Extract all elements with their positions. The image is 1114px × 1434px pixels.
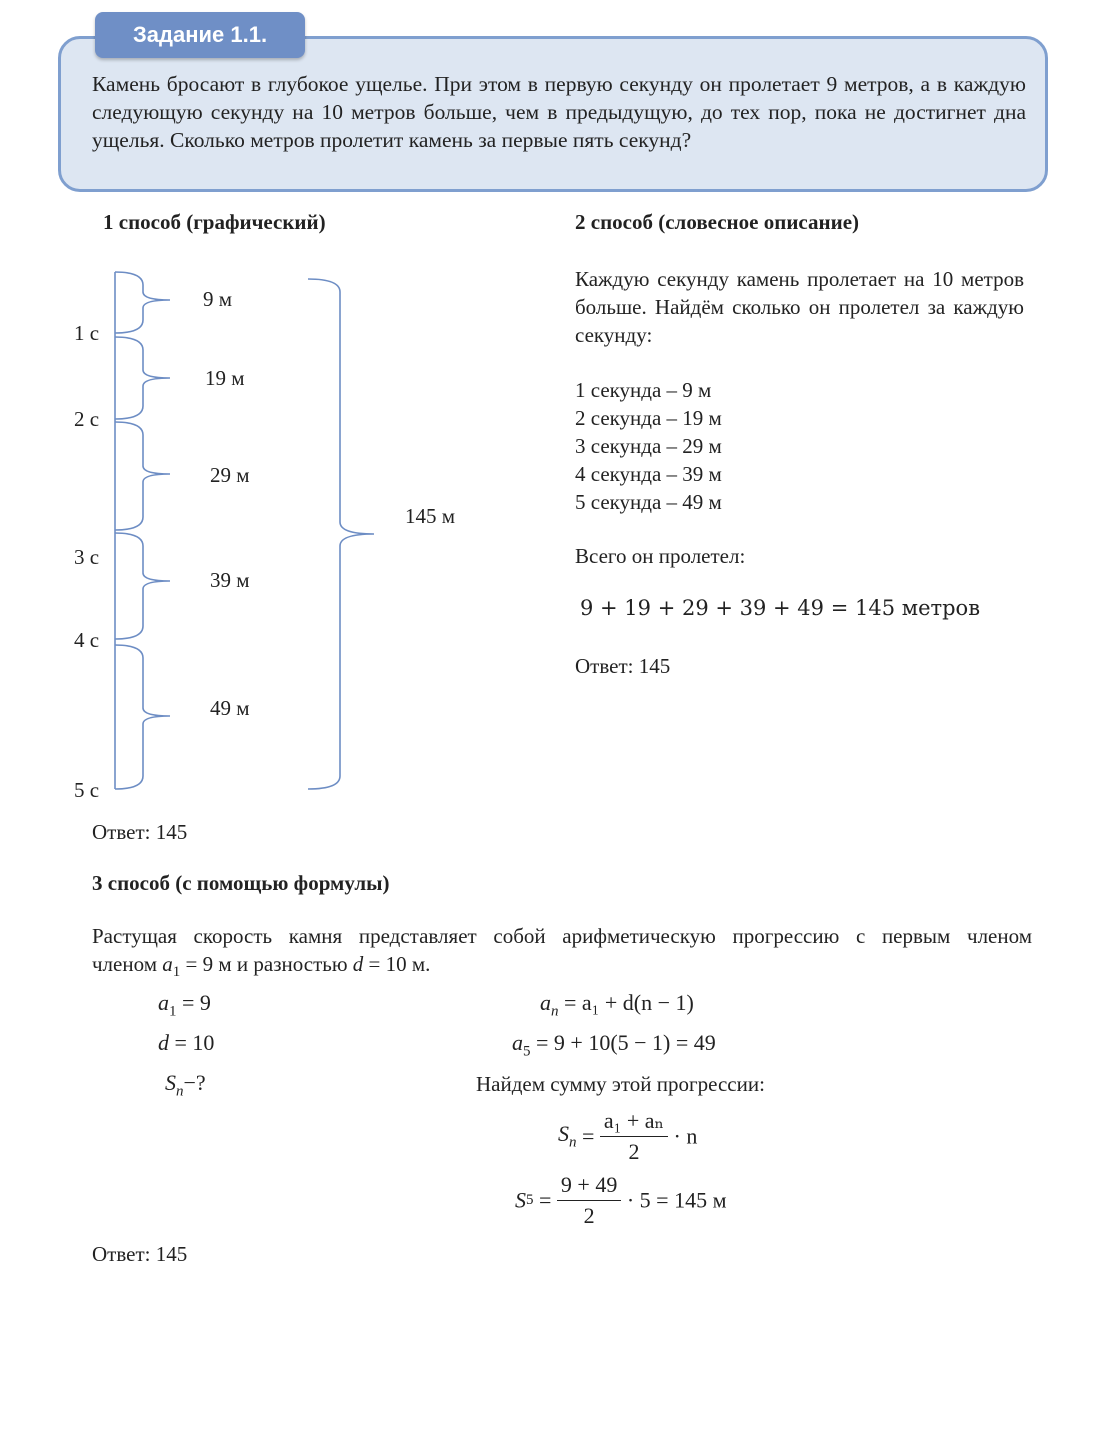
segment-label-5: 49 м — [210, 696, 250, 720]
segment-label-2: 19 м — [205, 366, 245, 390]
method2-total-label: Всего он пролетел: — [575, 544, 746, 568]
method1-answer: Ответ: 145 — [92, 820, 188, 844]
task-text: Камень бросают в глубокое ущелье. При этом в первую секунду он пролетает 9 метров, а в каждую следующую секунду на 10 метров больше, чем в предыдущую, до тех пор, пока не достигнет дна ущелья. Сколько метров пролетит камень за первые пять секунд? — [92, 72, 1026, 152]
given-sn: $S_n-$? — [165, 1070, 206, 1100]
list-item: 4 секунда – 39 м — [575, 462, 722, 486]
method2-equation: 9 + 19 + 29 + 39 + 49 = 145 метров — [580, 596, 981, 620]
task-tab-label: Задание 1.1. — [133, 22, 268, 47]
brace-seg-1 — [115, 272, 170, 333]
formula-sn: $S_n$ = $\frac{\text{a₁ + aₙ}}{2}$ · n — [558, 1108, 698, 1164]
given-a1: $a_1 = 9$ — [158, 990, 211, 1020]
second-label-3: 3 с — [74, 545, 100, 569]
total-label: 145 м — [405, 504, 456, 528]
method3-intro-line2: членом $a_1 = 9$ м и разностью d = 10 м. — [92, 952, 431, 981]
second-label-5: 5 с — [74, 778, 100, 802]
segment-label-1: 9 м — [203, 287, 233, 311]
list-item: 3 секунда – 29 м — [575, 434, 722, 458]
method3-title: 3 способ (с помощью формулы) — [92, 871, 390, 895]
brace-seg-4 — [115, 533, 170, 639]
second-label-1: 1 с — [74, 321, 100, 345]
brace-seg-3 — [115, 422, 170, 530]
method1-title: 1 способ (графический) — [103, 210, 326, 234]
method2-intro: Каждую секунду камень пролетает на 10 метров больше. Найдём сколько он пролетел за каждую секунду: — [575, 267, 1024, 347]
formula-a5: $a_5 = 9 + 10(5 - 1) = 49$ — [512, 1030, 716, 1060]
method2-list — [575, 376, 722, 516]
formula-s5: S5 = $\frac{9 + 49}{2}$ · 5 = 145 м — [515, 1172, 727, 1228]
method3-answer: Ответ: 145 — [92, 1242, 188, 1266]
formula-an: $a_n = a_1 + d(n - 1)$ — [540, 990, 694, 1020]
second-label-2: 2 с — [74, 407, 100, 431]
method2-answer: Ответ: 145 — [575, 654, 671, 678]
brace-seg-5 — [115, 645, 170, 789]
segment-label-3: 29 м — [210, 463, 250, 487]
brace-total — [308, 279, 374, 789]
brace-seg-2 — [115, 337, 170, 419]
list-item: 2 секунда – 19 м — [575, 406, 722, 430]
second-label-4: 4 с — [74, 628, 100, 652]
segment-label-4: 39 м — [210, 568, 250, 592]
method3-intro-line1: Растущая скорость камня представляет собой арифметическую прогрессию с первым членом — [92, 924, 1032, 948]
method2-title: 2 способ (словесное описание) — [575, 210, 860, 234]
sum-label: Найдем сумму этой прогрессии: — [476, 1072, 765, 1096]
list-item: 5 секунда – 49 м — [575, 490, 722, 514]
list-item: 1 секунда – 9 м — [575, 378, 712, 402]
given-d: d = 10 — [158, 1030, 215, 1055]
